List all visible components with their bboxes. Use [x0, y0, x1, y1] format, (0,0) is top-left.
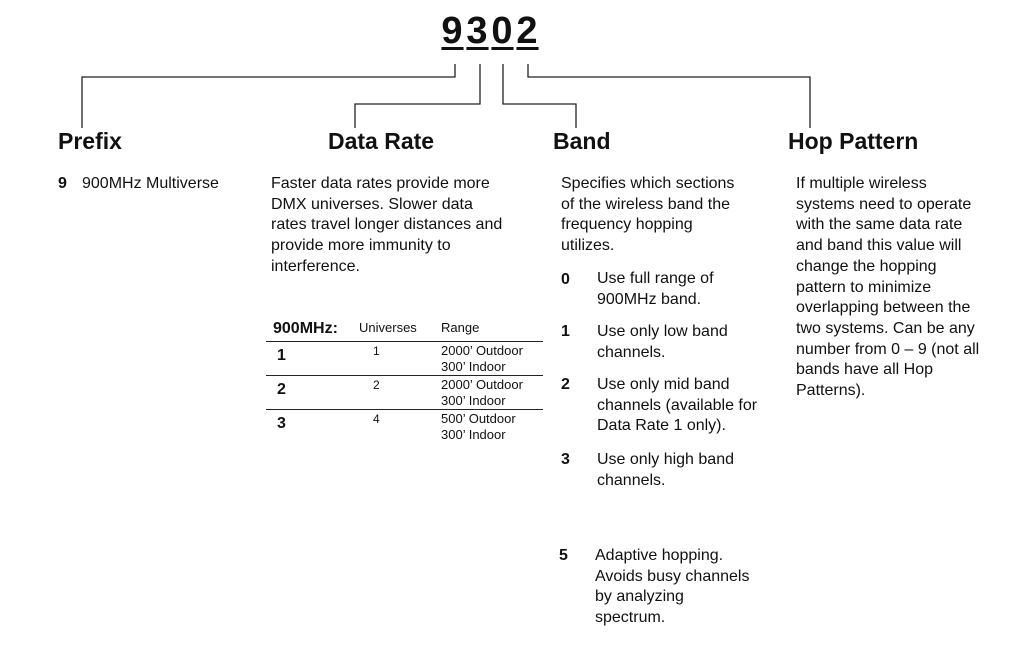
- band-option-text: Use only high band channels.: [597, 451, 734, 489]
- table-cell-range: 2000’ Outdoor 300’ Indoor: [441, 377, 523, 408]
- connector-hop-pattern: [528, 64, 810, 128]
- table-cell-universes: 1: [373, 344, 380, 358]
- connector-band: [503, 64, 576, 128]
- table-row: [266, 376, 543, 410]
- band-option-number: 0: [561, 271, 570, 288]
- band-header: Band: [553, 128, 611, 154]
- table-cell-rate: 2: [277, 381, 286, 398]
- table-cell-universes: 4: [373, 412, 380, 426]
- code-digit-band: 0: [491, 10, 514, 52]
- table-row: [266, 410, 543, 444]
- data-rate-header: Data Rate: [328, 128, 435, 154]
- hop-pattern-header: Hop Pattern: [788, 128, 919, 154]
- hop-pattern-description: If multiple wireless systems need to operate with the same data rate and band this value will change the hopping pattern to minimize overlapping between the two systems. Can be any number from 0 – 9 (not all bands have all Hop Patterns).: [796, 175, 980, 400]
- table-cell-rate: 1: [277, 347, 286, 364]
- band-option-text: Use only low band channels.: [597, 323, 728, 361]
- code-digit-hop-pattern: 2: [516, 10, 539, 52]
- prefix-header: Prefix: [58, 128, 122, 154]
- band-description: Specifies which sections of the wireless band the frequency hopping utilizes.: [561, 175, 735, 255]
- band-option-number: 5: [559, 547, 568, 564]
- table-cell-range: 2000’ Outdoor 300’ Indoor: [441, 343, 523, 374]
- table-row: [266, 342, 543, 376]
- band-option-number: 2: [561, 376, 570, 393]
- data-rate-description: Faster data rates provide more DMX universes. Slower data rates travel longer distances and provide more immunity to interference.: [271, 175, 503, 275]
- table-cell-rate: 3: [277, 415, 286, 432]
- data-rate-table: [266, 320, 543, 443]
- connector-prefix: [82, 64, 455, 128]
- connector-data-rate: [355, 64, 480, 128]
- band-option-number: 3: [561, 451, 570, 468]
- table-cell-range: 500’ Outdoor 300’ Indoor: [441, 411, 516, 442]
- band-option-number: 1: [561, 323, 570, 340]
- table-band-label: 900MHz:: [266, 320, 359, 342]
- band-option-text: Adaptive hopping. Avoids busy channels by analyzing spectrum.: [595, 547, 750, 627]
- band-option-text: Use only mid band channels (available for Data Rate 1 only).: [597, 376, 758, 435]
- prefix-entry-text: 900MHz Multiverse: [82, 175, 219, 192]
- code-digit-data-rate: 3: [466, 10, 489, 52]
- band-option-text: Use full range of 900MHz band.: [597, 270, 714, 308]
- table-cell-universes: 2: [373, 378, 380, 392]
- table-header-universes: Universes: [359, 320, 441, 342]
- table-header-range: Range: [441, 320, 543, 342]
- prefix-entry-number: 9: [58, 175, 67, 192]
- code-digit-prefix: 9: [441, 10, 464, 52]
